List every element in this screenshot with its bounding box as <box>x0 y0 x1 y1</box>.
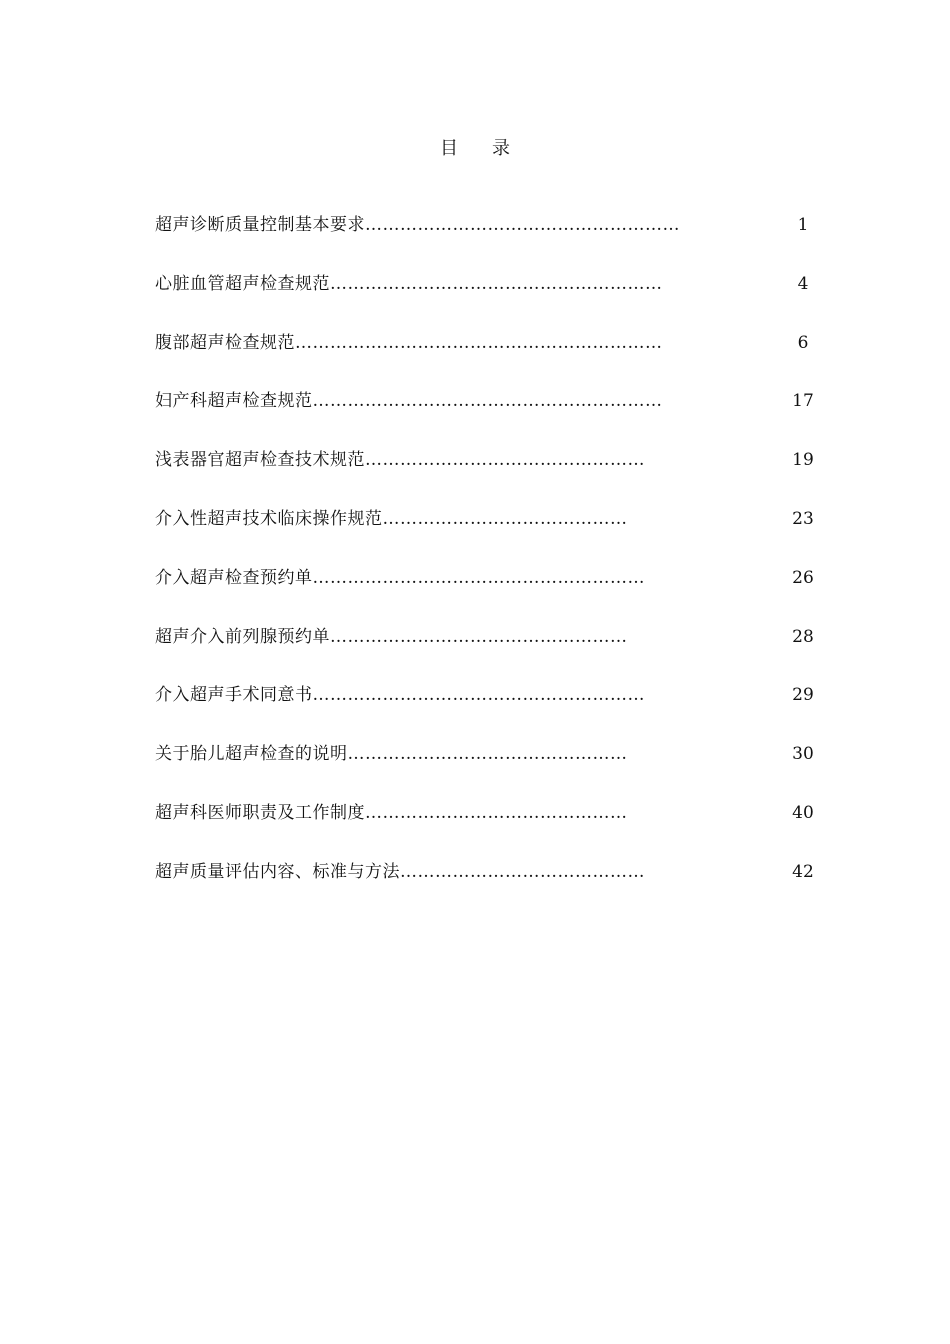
toc-entry-title: 腹部超声检查规范……………………………………………………… <box>155 332 663 353</box>
toc-entry <box>155 800 835 859</box>
toc-entry-page-number: 26 <box>792 567 814 588</box>
toc-entry-title: 超声介入前列腺预约单…………………………………………… <box>155 626 628 647</box>
toc-entry <box>155 330 835 389</box>
toc-entry-title: 超声诊断质量控制基本要求……………………………………………… <box>155 215 680 235</box>
toc-entry <box>155 565 835 624</box>
toc-title: 目录 <box>440 138 544 159</box>
toc-entry <box>155 624 835 683</box>
toc-entry-page-number: 4 <box>797 273 809 294</box>
toc-entry <box>155 388 835 447</box>
toc-entry-page-number: 17 <box>792 391 814 412</box>
toc-entry <box>155 447 835 506</box>
toc-entry-title: 介入超声检查预约单………………………………………………… <box>155 567 645 588</box>
toc-entry <box>155 682 835 741</box>
toc-entry-page-number: 29 <box>792 685 814 706</box>
toc-entry-page-number: 40 <box>792 802 814 823</box>
toc-entry-page-number: 23 <box>792 508 814 529</box>
toc-entry-page-number: 19 <box>792 450 814 471</box>
toc-entry <box>155 212 835 271</box>
toc-entry-title: 介入性超声技术临床操作规范…………………………………… <box>155 508 628 529</box>
toc-entry <box>155 271 835 330</box>
toc-entry-page-number: 1 <box>797 215 809 235</box>
toc-entry-page-number: 6 <box>797 332 809 353</box>
toc-entry-page-number: 30 <box>792 744 814 765</box>
toc-entry-page-number: 28 <box>792 626 814 647</box>
toc-entry <box>155 859 835 918</box>
toc-list <box>155 212 835 918</box>
toc-entry-title: 超声质量评估内容、标准与方法…………………………………… <box>155 861 645 882</box>
toc-entry-title: 超声科医师职责及工作制度……………………………………… <box>155 802 628 823</box>
toc-entry-title: 心脏血管超声检查规范………………………………………………… <box>155 273 663 294</box>
toc-entry-title: 浅表器官超声检查技术规范………………………………………… <box>155 450 645 471</box>
toc-entry-title: 关于胎儿超声检查的说明………………………………………… <box>155 744 628 765</box>
toc-entry <box>155 506 835 565</box>
toc-entry-page-number: 42 <box>792 861 814 882</box>
toc-entry-title: 介入超声手术同意书………………………………………………… <box>155 685 645 706</box>
toc-entry <box>155 741 835 800</box>
toc-entry-title: 妇产科超声检查规范…………………………………………………… <box>155 391 663 412</box>
